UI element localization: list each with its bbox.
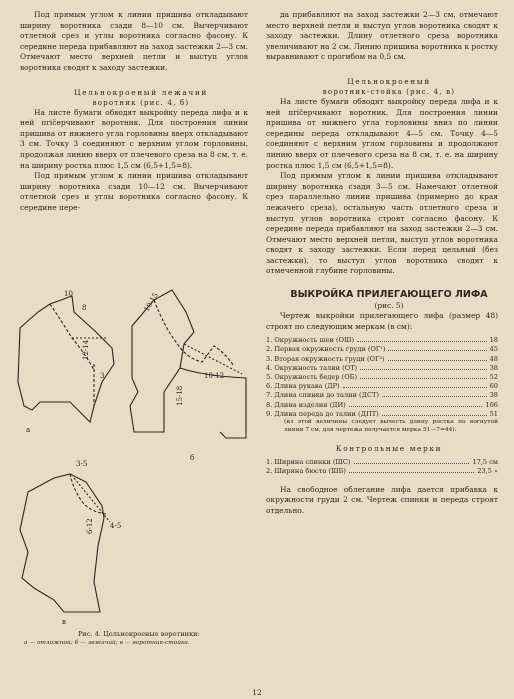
control-list [266,458,498,476]
right-heading-line2: воротник-стойка (рис. 4, в) [322,87,456,96]
label-12-14: 12-14 [82,339,90,360]
right-para-2: Под прямым углом к линии пришива откладывают ширину воротника сзади 3—5 см. Намечают отлетной срез параллельно линии пришива (примерно до края лежачего среза), остальную часть отлетного среза и выступ углов воротника строят согласно фасону. К середине переда прибавляют на заход застежки 2—3 см. Отмечают место верхней петли, выступ углов воротника сводят к заходу застежки. Если перед цельный (без застежки), то выступ углов воротника сводят к отмеченной глубине горловины. [266,171,498,276]
pattern-v-outline [20,474,104,612]
label-3-5: 3-5 [76,460,88,468]
label-10: 10 [64,290,73,298]
left-para-1: На листе бумаги обводят выкройку переда лифа и к ней пričерчивают воротник. Для построения линии пришива от нижнего угла горловины вверх откладывают 3 см. Точку 3 соединяют с верхним углом горловины, продолжая линию вверх от плечевого среза на 8 см, т. е. на ширину ростка плюс 1,5 см (6,5+1,5=8). [20,107,248,170]
section-title-sub: (рис. 5) [374,301,404,311]
figure-caption [20,630,250,647]
measurement-row: 7. Длина спинки до талии (ДСТ) 38 [266,391,498,400]
left-heading-line2: воротник (рис. 4, б) [92,98,190,107]
right-column [266,10,498,516]
label-8-a: 8 [82,304,87,312]
label-10-12: 10-12 [204,372,225,380]
measurement-row: 3. Вторая окружность груди (ОГ²) 48 [266,354,498,363]
label-v: в [62,618,66,626]
right-para-1: На листе бумаги обводят выкройку переда лифа и к ней пričерчивают воротник. Для построения линии пришива от нижнего угла горловины вниз по линии середины переда откладывают 4—5 см. Точку 4—5 соединяют с верхним углом горловины и продолжают линию вверх от плечевого среза на 8 см, т. е. на ширину ростка плюс 1,5 см (6,5+1,5=8). [266,96,498,170]
right-heading-line1: Цельнокроеный [347,76,431,86]
caption-line2: а — отложной; б — лежачий; в — воротник-стойка. [24,639,190,646]
measurement-row: 1. Окружность шеи (ОШ) 18 [266,336,498,345]
page-number: 12 [252,688,262,697]
measurements-list [266,336,498,434]
label-4-5: 4-5 [110,522,122,530]
measurement-row: 6. Длина рукава (ДР) 60 [266,382,498,391]
pattern-v-collar [70,474,106,514]
control-row: 2. Ширина бюста (ШБ) 23,5 » [266,467,498,476]
control-row: 1. Ширина спинки (ШС) 17,5 см [266,458,498,467]
section-title: ВЫКРОЙКА ПРИЛЕГАЮЩЕГО ЛИФА [290,289,488,301]
left-para-top: Под прямым углом к линии пришива откладывают ширину воротника сзади 8—10 см. Вычерчивают отлетной срез и углы воротника согласно фасону. К середине переда прибавляют на заход застежки 2—3 см. Отмечают место верхней петли и выступ углов воротника сводят к заходу застежки. [20,10,248,72]
measurement-row: 9. Длина переда до талии (ДПТ) 51 [266,409,498,418]
measurements-intro: Чертеж выкройки прилегающего лифа (размер 48) строят по следующим меркам (в см): [266,311,498,331]
caption-line1: Рис. 4. Цельнокроеные воротники: [78,630,200,638]
right-para-top: да прибавляют на заход застежки 2—3 см, отмечают место верхней петли и выступ углов воротника сводят к заходу застежки. Длину отлетного среза воротника увеличивают на 2 см. Линию пришива воротника к ростку выравнивают с прогибом на 0,5 см. [266,10,499,62]
label-6-12: 6-12 [86,518,94,534]
label-a: а [26,426,31,434]
control-heading: Контрольные мерки [335,444,443,454]
measurement-row: 2. Первая окружность груди (ОГ¹) 45 [266,345,498,354]
left-heading-line1: Цельнокроеный лежачий [74,87,208,97]
label-3: 3 [100,372,105,380]
label-10-15: 10-15 [142,291,160,313]
left-column [20,10,248,214]
figure-collar-patterns [14,282,254,632]
left-para-2: Под прямым углом к линии пришива откладывают ширину воротника сзади 10—12 см. Вычерчивают отлетной срез и углы воротника согласно фасону. К середине пере- [20,171,248,212]
measurement-row: 8. Длина изделия (ДИ) 106 [266,400,498,409]
pattern-b-outline [130,290,194,432]
pattern-a-outline [18,296,114,422]
measurement-row: 5. Окружность бедер (ОБ) 52 [266,373,498,382]
pattern-b-collar [154,300,234,366]
measurement-row: 4. Окружность талии (ОТ) 38 [266,363,498,372]
right-para-end: На свободное облегание лифа дается прибавка к окружности груди 2 см. Чертеж спинки и переда строят отдельно. [266,484,498,515]
measurement-note: (из этой величины следует вычесть длину ростка по вогнутой линии 7 см, для чертежа получается мерка 51—7=44). [284,419,498,433]
label-b: б [190,454,195,462]
label-15-18: 15-18 [176,385,184,406]
